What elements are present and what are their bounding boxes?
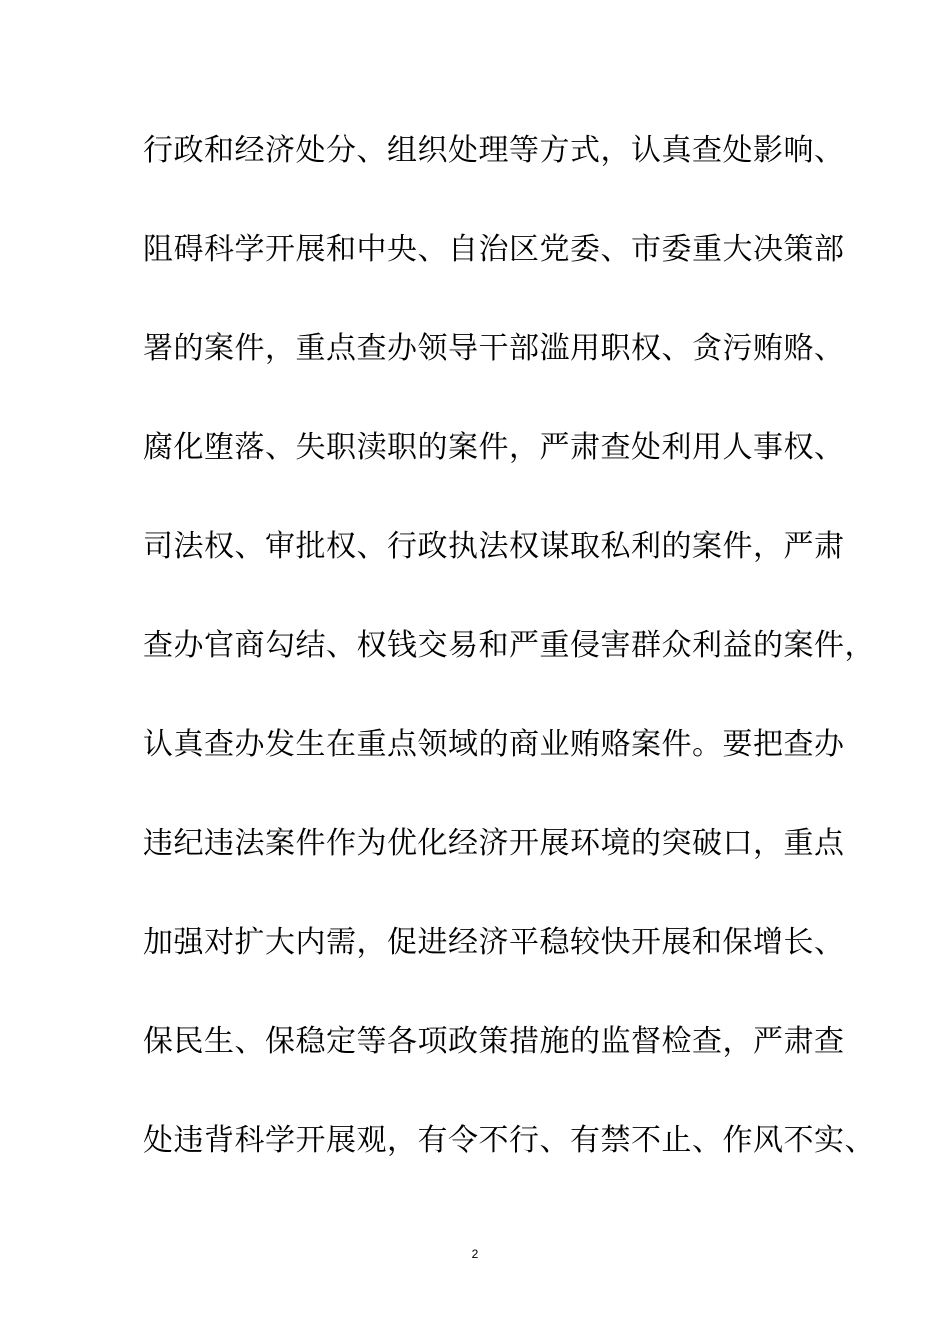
- text-line-1: 行政和经济处分、组织处理等方式，认真查处影响、: [143, 133, 845, 168]
- body-text: [143, 123, 875, 1212]
- text-line-10: 保民生、保稳定等各项政策措施的监督检查，严肃查: [143, 1024, 845, 1059]
- text-line-7: 认真查办发生在重点领域的商业贿赂案件。要把查办: [143, 727, 845, 762]
- text-line-4: 腐化堕落、失职渎职的案件，严肃查处利用人事权、: [143, 430, 845, 465]
- text-line-8: 违纪违法案件作为优化经济开展环境的突破口，重点: [143, 826, 845, 861]
- text-line-11: 处违背科学开展观，有令不行、有禁不止、作风不实、: [143, 1123, 875, 1158]
- page-number: 2: [471, 1247, 479, 1261]
- text-line-9: 加强对扩大内需，促进经济平稳较快开展和保增长、: [143, 925, 845, 960]
- text-line-5: 司法权、审批权、行政执法权谋取私利的案件，严肃: [143, 529, 845, 564]
- text-line-6: 查办官商勾结、权钱交易和严重侵害群众利益的案件，: [143, 628, 875, 663]
- text-line-3: 署的案件，重点查办领导干部滥用职权、贪污贿赂、: [143, 331, 845, 366]
- text-line-2: 阻碍科学开展和中央、自治区党委、市委重大决策部: [143, 232, 845, 267]
